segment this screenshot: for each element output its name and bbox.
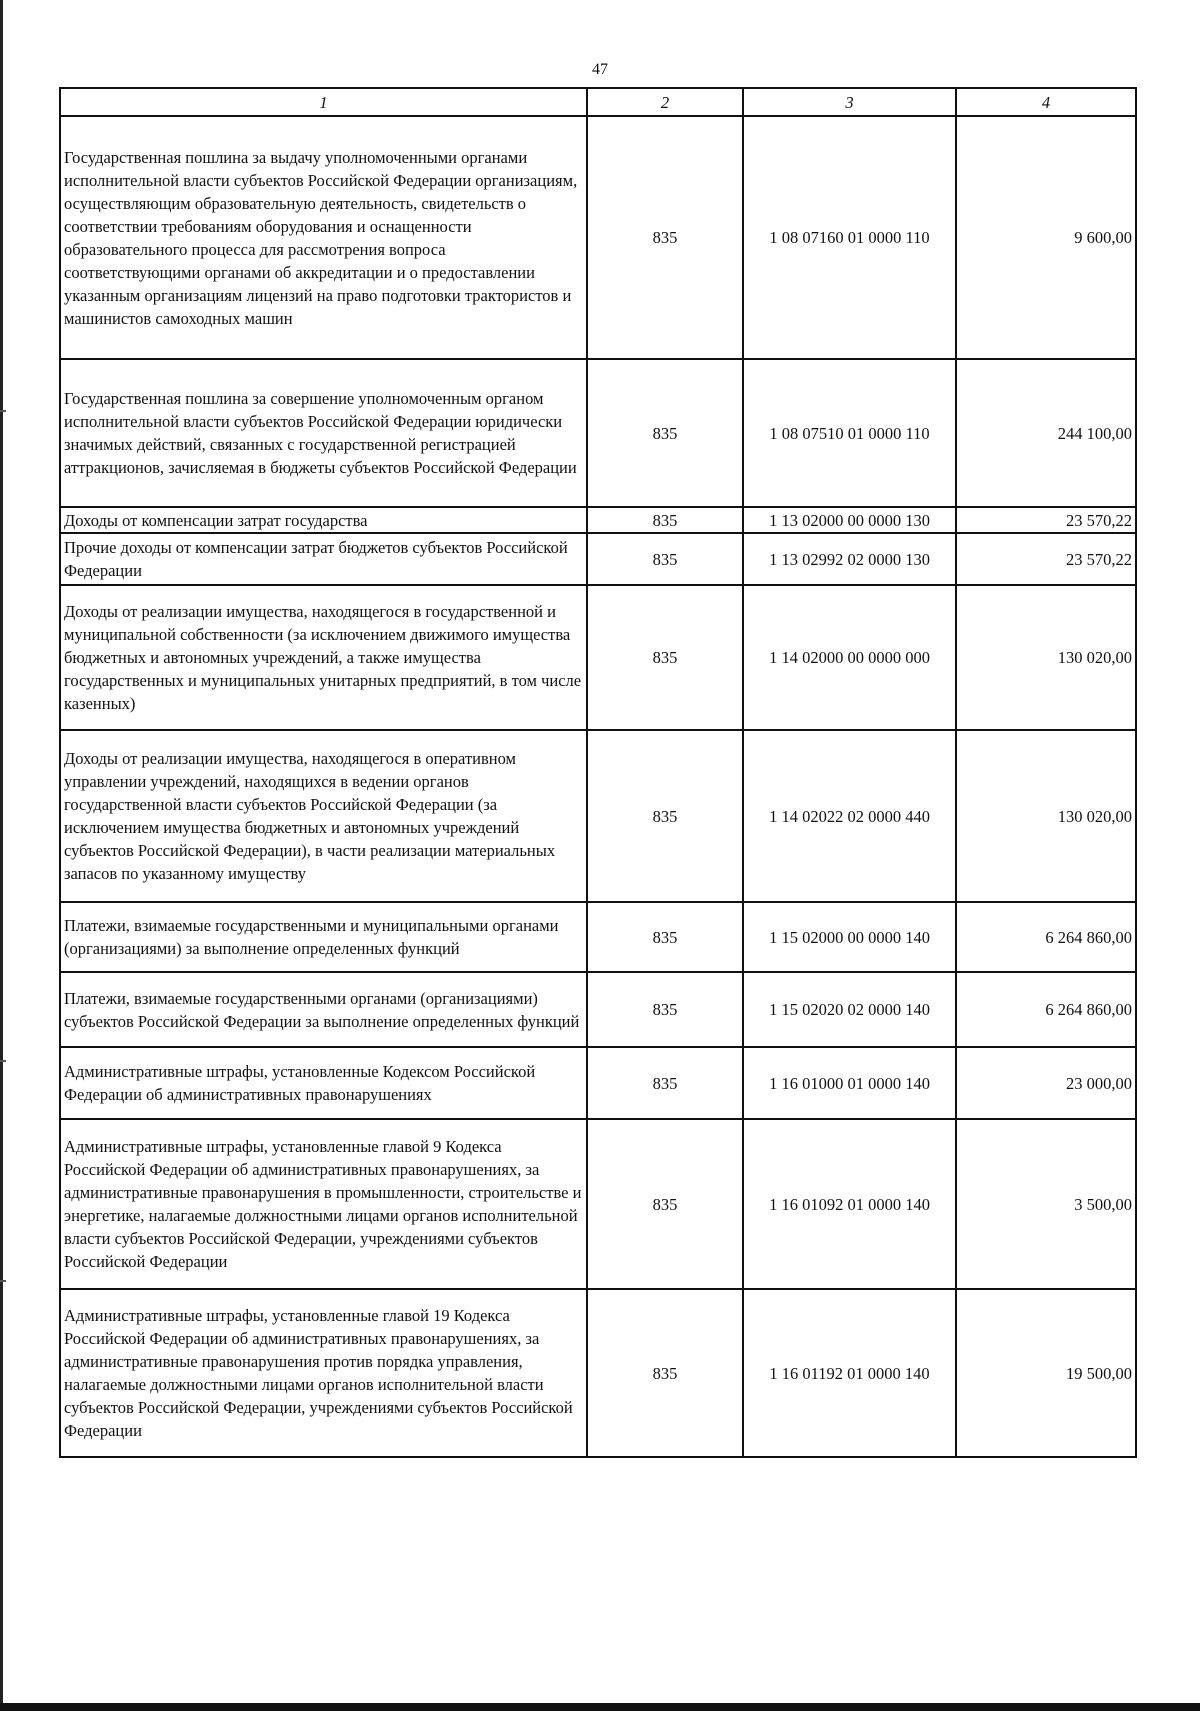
admin-code: 835 xyxy=(587,507,743,533)
budget-code: 1 16 01000 01 0000 140 xyxy=(743,1047,956,1119)
revenue-name: Государственная пошлина за совершение уполномоченным органом исполнительной власти субъектов Российской Федерации юридически значимых действий, связанных с государственной регистрацией аттракционов, зачисляемая в бюджеты субъектов Российской Федерации xyxy=(60,359,587,507)
table-row xyxy=(60,116,1136,359)
column-number: 4 xyxy=(956,88,1136,116)
amount: 6 264 860,00 xyxy=(956,972,1136,1047)
table-row xyxy=(60,1047,1136,1119)
budget-code: 1 08 07510 01 0000 110 xyxy=(743,359,956,507)
revenue-name: Административные штрафы, установленные главой 9 Кодекса Российской Федерации об административных правонарушениях, за административные правонарушения в промышленности, строительстве и энергетике, налагаемые должностными лицами органов исполнительной власти субъектов Российской Федерации, учреждениями субъектов Российской Федерации xyxy=(60,1119,587,1289)
admin-code: 835 xyxy=(587,1289,743,1457)
admin-code: 835 xyxy=(587,902,743,972)
budget-code: 1 16 01092 01 0000 140 xyxy=(743,1119,956,1289)
budget-code: 1 13 02992 02 0000 130 xyxy=(743,533,956,585)
amount: 130 020,00 xyxy=(956,585,1136,730)
revenue-name: Государственная пошлина за выдачу уполномоченными органами исполнительной власти субъектов Российской Федерации организациям, осуществляющим образовательную деятельность, свидетельств о соответствии требованиям оборудования и оснащенности образовательного процесса для рассмотрения вопроса соответствующими органами об аккредитации и о предоставлении указанным организациям лицензий на право подготовки трактористов и машинистов самоходных машин xyxy=(60,116,587,359)
admin-code: 835 xyxy=(587,972,743,1047)
revenue-name: Платежи, взимаемые государственными органами (организациями) субъектов Российской Федерации за выполнение определенных функций xyxy=(60,972,587,1047)
revenue-name: Административные штрафы, установленные главой 19 Кодекса Российской Федерации об административных правонарушениях, за административные правонарушения против порядка управления, налагаемые должностными лицами органов исполнительной власти субъектов Российской Федерации, учреждениями субъектов Российской Федерации xyxy=(60,1289,587,1457)
table-row xyxy=(60,533,1136,585)
amount: 23 570,22 xyxy=(956,533,1136,585)
revenue-table xyxy=(59,87,1137,1458)
amount: 19 500,00 xyxy=(956,1289,1136,1457)
revenue-name: Доходы от реализации имущества, находящегося в государственной и муниципальной собственности (за исключением движимого имущества бюджетных и автономных учреждений, а также имущества государственных и муниципальных унитарных предприятий, в том числе казенных) xyxy=(60,585,587,730)
admin-code: 835 xyxy=(587,585,743,730)
revenue-name: Прочие доходы от компенсации затрат бюджетов субъектов Российской Федерации xyxy=(60,533,587,585)
scan-bottom-edge xyxy=(0,1703,1200,1711)
admin-code: 835 xyxy=(587,730,743,902)
admin-code: 835 xyxy=(587,1047,743,1119)
scan-left-edge xyxy=(0,0,3,1711)
amount: 3 500,00 xyxy=(956,1119,1136,1289)
table-row xyxy=(60,972,1136,1047)
scan-mark xyxy=(0,410,6,412)
table-row xyxy=(60,1119,1136,1289)
budget-code: 1 13 02000 00 0000 130 xyxy=(743,507,956,533)
amount: 130 020,00 xyxy=(956,730,1136,902)
amount: 9 600,00 xyxy=(956,116,1136,359)
admin-code: 835 xyxy=(587,359,743,507)
amount: 23 570,22 xyxy=(956,507,1136,533)
column-number: 2 xyxy=(587,88,743,116)
budget-code: 1 16 01192 01 0000 140 xyxy=(743,1289,956,1457)
column-number: 3 xyxy=(743,88,956,116)
scan-mark xyxy=(0,1060,6,1062)
table-row xyxy=(60,902,1136,972)
revenue-name: Административные штрафы, установленные Кодексом Российской Федерации об административных правонарушениях xyxy=(60,1047,587,1119)
revenue-name: Доходы от компенсации затрат государства xyxy=(60,507,587,533)
table-row xyxy=(60,585,1136,730)
budget-code: 1 14 02000 00 0000 000 xyxy=(743,585,956,730)
admin-code: 835 xyxy=(587,1119,743,1289)
table-row xyxy=(60,507,1136,533)
budget-code: 1 08 07160 01 0000 110 xyxy=(743,116,956,359)
budget-code: 1 14 02022 02 0000 440 xyxy=(743,730,956,902)
column-number-row xyxy=(60,88,1136,116)
scan-mark xyxy=(0,1280,6,1282)
budget-code: 1 15 02000 00 0000 140 xyxy=(743,902,956,972)
amount: 6 264 860,00 xyxy=(956,902,1136,972)
table-row xyxy=(60,359,1136,507)
page-number: 47 xyxy=(592,61,608,78)
column-number: 1 xyxy=(60,88,587,116)
admin-code: 835 xyxy=(587,533,743,585)
table-row xyxy=(60,730,1136,902)
admin-code: 835 xyxy=(587,116,743,359)
revenue-name: Доходы от реализации имущества, находящегося в оперативном управлении учреждений, находящихся в ведении органов государственной власти субъектов Российской Федерации (за исключением имущества бюджетных и автономных учреждений субъектов Российской Федерации), в части реализации материальных запасов по указанному имуществу xyxy=(60,730,587,902)
revenue-name: Платежи, взимаемые государственными и муниципальными органами (организациями) за выполнение определенных функций xyxy=(60,902,587,972)
budget-code: 1 15 02020 02 0000 140 xyxy=(743,972,956,1047)
table-row xyxy=(60,1289,1136,1457)
amount: 244 100,00 xyxy=(956,359,1136,507)
amount: 23 000,00 xyxy=(956,1047,1136,1119)
